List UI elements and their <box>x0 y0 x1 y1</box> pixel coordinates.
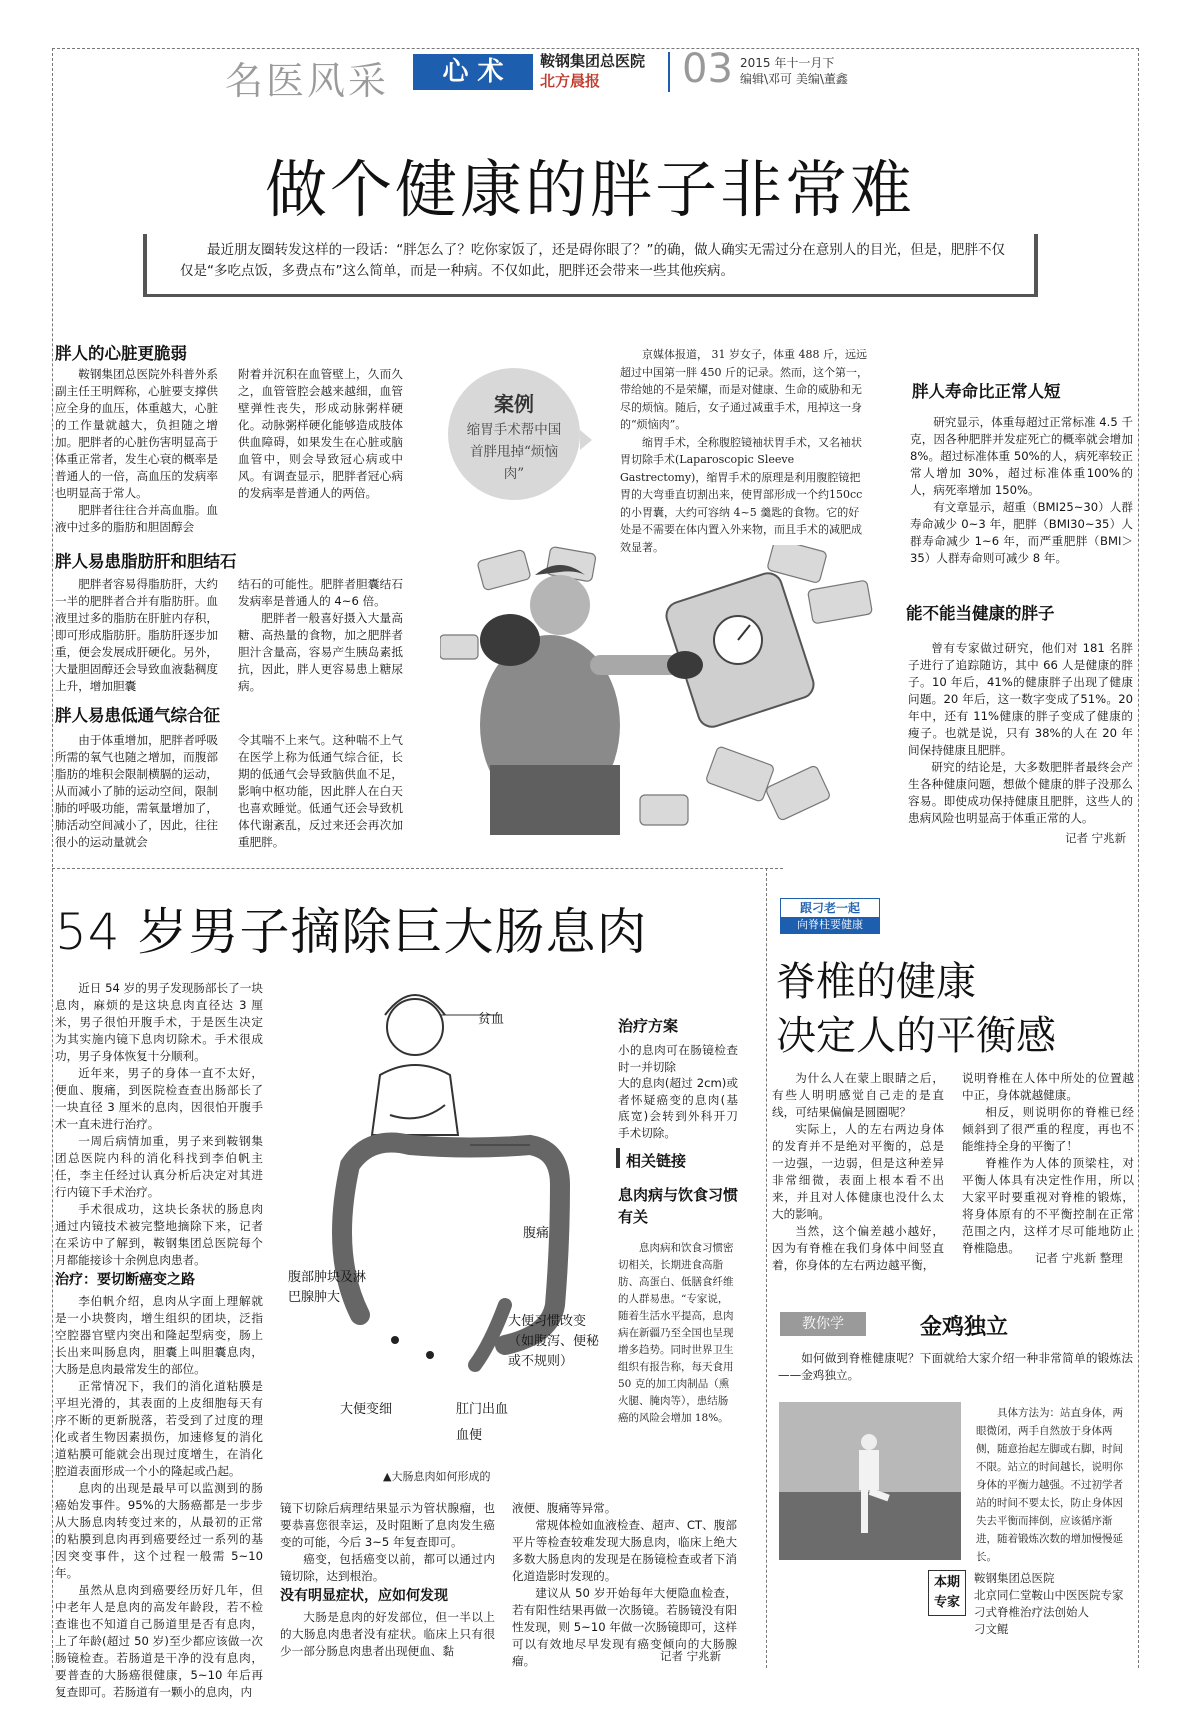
article1-title: 做个健康的胖子非常难 <box>265 153 916 226</box>
r2-title: 能不能当健康的胖子 <box>906 604 1055 623</box>
lead-box-left <box>143 234 147 296</box>
header-divider <box>668 52 670 92</box>
teach-method: 具体方法为：站直身体，两眼微闭，两手自然放于身体两侧，随意抬起左脚或右脚，时间不限。站立的时间越长，说明你身体的平衡力越强。不过初学者站的时间不要太长，防止身体因失去平衡而摔倒，应该循序渐进，随着锻炼次数的增加慢慢延长。 <box>976 1407 1123 1563</box>
treat-title: 治疗方案 <box>618 1017 679 1035</box>
issue-date: 2015 年十一月下 <box>740 56 835 70</box>
boxing-illustration <box>440 545 910 835</box>
fig-label-mass: 腹部肿块及淋巴腺肿大 <box>288 1270 367 1305</box>
link-title: 相关链接 <box>626 1152 687 1170</box>
big-scale-icon <box>663 570 817 731</box>
link-subtitle: 息肉病与饮食习惯有关 <box>618 1186 739 1226</box>
treat-text: 小的息肉可在肠镜检查时一并切除 大的息肉(超过 2cm)或者怀疑癌变的息肉(基底宽)会转到外科开刀手术切除。 <box>618 1043 738 1140</box>
article2-title: 54 岁男子摘除巨大肠息肉 <box>55 903 648 961</box>
case-arrow <box>580 430 592 450</box>
section-title: 名医风采 <box>225 59 390 103</box>
r1-text: 研究显示，体重每超过正常标准 4.5 千克，因各种肥胖并发症死亡的概率就会增加 8%。超过标准体重 50%的人，病死率较正常人增加 30%，超过标准体重100%的人，病死率增加 150%。 有文章显示，超重（BMI25~30）人群寿命减少 0~3 年，肥胖（BMI30~35）人群寿命减少 1~6 年，而严重肥胖（BMI＞35）人群寿命则可减少 8 年。 <box>910 415 1133 565</box>
fig-label-thin: 大便变细 <box>340 1402 393 1417</box>
teach-title: 金鸡独立 <box>920 1315 1009 1340</box>
article1-reporter: 记者 宁兆新 <box>1065 831 1127 845</box>
fig-caption: ▲大肠息肉如何形成的 <box>383 1470 491 1483</box>
r2-text: 曾有专家做过研究，他们对 181 名胖子进行了追踪随访，其中 66 人是健康的胖子。10 年后，41%的健康胖子出现了健康问题。20 年后，这一数字变成了51%。20 年中，还有 11%健康的胖子变成了健康的瘦子。也就是说，只有 38%的人在 20 年间保持健康且肥胖。 研究的结论是，大多数肥胖者最终会产生各种健康问题，想做个健康的胖子没那么容易。即使成功保持健康且肥胖，这些人的患病风险也明显高于体重正常的人。 <box>908 641 1133 825</box>
case-label: 案例 <box>494 392 534 416</box>
lead-box-right <box>1034 234 1038 296</box>
s1-col1: 鞍钢集团总医院外科普外系副主任王明辉称，心脏要支撑供应全身的血压，体重越大，心脏的工作量就越大，负担随之增加。肥胖者的心脏伤害明显高于体重正常者，发生心衰的概率是普通人的一倍，高血压的发病率也明显高于常人。 肥胖者往往合并高血脂。血液中过多的脂肪和胆固醇会 <box>55 367 218 534</box>
column-badge <box>780 898 880 934</box>
link-text: 息肉病和饮食习惯密切相关，长期进食高脂肪、高蛋白、低膳食纤维的人群易患。“专家说，随着生活水平提高，息肉病在新疆乃至全国也呈现增多趋势。同时世界卫生组织有报告称，每天食用 50 克的加工肉制品（熏火腿、腌肉等），患结肠癌的风险会增加 18%。 <box>618 1242 734 1424</box>
fig-label-pain: 腹痛 <box>523 1226 550 1241</box>
a3-col2: 说明脊椎在人体中所处的位置越中正，身体就越健康。 相反，则说明你的脊椎已经倾斜到了很严重的程度，再也不能维持全身的平衡了！ 脊椎作为人体的顶梁柱，对平衡人体具有决定性作用，所以大家平时要重视对脊椎的锻炼，将身体原有的不平衡控制在正常范围之内，这样才尽可能地防止脊椎隐患。 <box>962 1071 1134 1255</box>
page-number: 03 <box>682 46 733 92</box>
lead-box-bottom <box>143 294 1038 297</box>
article2-reporter: 记者 宁兆新 <box>660 1649 722 1663</box>
magazine-logo: 心 术 <box>413 54 533 90</box>
expert-text: 鞍钢集团总医院 北京同仁堂鞍山中医医院专家 刁式脊椎治疗法创始人 刁文鲲 <box>974 1571 1124 1636</box>
link-box <box>616 1148 620 1168</box>
teach-intro: 如何做到脊椎健康呢？下面就给大家介绍一种非常简单的锻炼法——金鸡独立。 <box>778 1351 1133 1382</box>
badge-top: 跟刁老一起 <box>799 901 860 915</box>
a2-col2: 镜下切除后病理结果显示为管状腺瘤，也要恭喜您很幸运，及时阻断了息肉发生癌变的可能，今后 3~5 年复查即可。 癌变，包括癌变以前，都可以通过内镜切除，达到根治。 没有明显症状，应如何发现 大肠是息肉的好发部位，但一半以上的大肠息肉患者没有症状。临床上只有很少一部分肠息肉患者出现便血、黏 <box>280 1501 495 1658</box>
article3-title-1: 脊椎的健康 <box>776 959 976 1005</box>
exercise-photo <box>779 1402 961 1560</box>
patient-icon <box>372 995 458 1135</box>
teach-label: 教你学 <box>780 1312 866 1336</box>
s3-col2: 令其喘不上来气。这种喘不上气在医学上称为低通气综合征，长期的低通气会导致脑供血不足，影响中枢功能，因此胖人在白天也喜欢睡觉。低通气还会导致机体代谢紊乱，反过来还会再次加重肥胖。 <box>238 733 403 849</box>
s2-col1: 肥胖者容易得脂肪肝，大约一半的肥胖者合并有脂肪肝。血液里过多的脂肪在肝脏内存积，即可形成脂肪肝。脂肪肝逐步加重，便会发展成肝硬化。另外，大量胆固醇还会导致血液黏稠度上升，增加胆囊 <box>55 577 218 693</box>
r1-title: 胖人寿命比正常人短 <box>912 382 1061 401</box>
editors: 编辑\邓可 美编\董鑫 <box>740 72 848 86</box>
expert-label: 本期专家 <box>928 1570 966 1616</box>
fig-label-anemia: 贫血 <box>478 1012 505 1027</box>
s1-title: 胖人的心脏更脆弱 <box>55 344 187 363</box>
a2-sub-treatment: 治疗：要切断癌变之路 <box>55 1272 195 1288</box>
a2-col1: 近日 54 岁的男子发现肠部长了一块息肉，麻烦的是这块息肉直径达 3 厘米，男子很怕开腹手术，于是医生决定为其实施内镜下息肉切除术。手术很成功，男子身体恢复十分顺利。 近年来，男子的身体一直不太好，便血、腹痛，到医院检查查出肠部长了一块直径 3 厘米的息肉，因很怕开腹手术一直未进行治疗。 一周后病情加重，男子来到鞍钢集团总医院内科的消化科找到李伯帆主任，李主任经过认真分析后决定对其进行内镜下手术治疗。 手术很成功，这块长条状的肠息肉通过内镜技术被完整地摘除下来，记者在采访中了解到，鞍钢集团总医院每个月都能接诊十余例息肉患者。 治疗：要切断癌变之路 李伯帆介绍，息肉从字面上理解就是一小块赘肉，增生组织的团块，泛指空腔器官壁内突出和隆起型病变，肠上长出来叫肠息肉，胆囊上叫胆囊息肉，大肠是息肉最常发生的部位。 正常情况下，我们的消化道粘膜是平坦光滑的，其表面的上皮细胞每天有序不断的更新脱落，若受到了过度的理化或者生物因素损伤，加速修复的消化道粘膜可能就会出现过度增生，在消化腔道表面形成一个小的隆起或凸起。 息肉的出现是最早可以监测到的肠癌始发事件。95%的大肠癌都是一步步从大肠息肉转变过来的，从最初的正常的粘膜到息肉再到癌要经过一系列的基因突变事件，这个过程一般需 5~10 年。 虽然从息肉到癌要经历好几年，但中老年人是息肉的高发年龄段，若不检查谁也不知道自己肠道里是否有息肉，上了年龄(超过 50 岁)至少都应该做一次肠镜检查。若肠道是干净的没有息肉，要普查的大肠癌很健康，5~10 年后再复查即可。若肠道有一颗小的息肉，内 <box>55 981 263 1699</box>
a2-col3: 液便、腹痛等异常。 常规体检如血液检查、超声、CT、腹部平片等检查较难发现大肠息肉，临床上绝大多数大肠息肉的发现是在肠镜检查或者下消化道造影时发现的。 建议从 50 岁开始每年大便隐血检查，若有阳性结果再做一次肠镜。若肠镜没有阳性发现，则 5~10 年做一次肠镜即可，这样可以有效地尽早发现有癌变倾向的大肠腺瘤。 <box>512 1501 737 1668</box>
article3-reporter: 记者 宁兆新 整理 <box>1035 1251 1123 1265</box>
article3-title-2: 决定人的平衡感 <box>776 1013 1056 1059</box>
s3-col1: 由于体重增加，肥胖者呼吸所需的氧气也随之增加，而腹部脂肪的堆积会限制横膈的运动，从而减小了肺的运动空间，限制肺的呼吸功能，需氧量增加了，肺活动空间减小了，因此，往往很小的运动量就会 <box>55 733 218 849</box>
hospital-name: 鞍钢集团总医院 <box>540 52 646 70</box>
a3-col1: 为什么人在蒙上眼睛之后，有些人明明感觉自己走的是直线，可结果偏偏是圆圈呢？ 实际上，人的左右两边身体的发育并不是绝对平衡的，总是一边强，一边弱，但是这种差异非常细微，表面上根本看不出来，并且对人体健康也没什么太大的影响。 当然，这个偏差越小越好，因为有脊椎在我们身体中间竖直着，你身体的左右两边越平衡， <box>772 1071 944 1272</box>
article1-lead: 最近朋友圈转发这样的一段话：“胖怎么了？吃你家饭了，还是碍你眼了？”的确，做人确实无需过分在意别人的目光，但是，肥胖不仅仅是“多吃点饭，多费点布”这么简单，而是一种病。不仅如此，肥胖还会带来一些其他疾病。 <box>180 242 1005 279</box>
paper-name: 北方晨报 <box>540 72 601 90</box>
s3-title: 胖人易患低通气综合征 <box>55 706 220 725</box>
case-text: 京媒体报道， 31 岁女子，体重 488 斤，远远超过中国第一胖 450 斤的记录。然而，这个第一，带给她的不是荣耀，而是对健康、生命的威胁和无尽的烦恼。随后，女子通过减重手术，甩掉这一身的“烦恼肉”。 缩胃手术，全称腹腔镜袖状胃手术，又名袖状胃切除手术(Laparoscopic Sleeve Gastrectomy)，缩胃手术的原理是利用腹腔镜把胃的大弯垂直切割出来，使胃部形成一个约150cc 的小胃囊，大约可容纳 4~5 羹匙的食物。它的好处是不需要在体内置入外来物，而且手术的减肥成效显著。 <box>620 348 868 554</box>
s1-col2: 附着并沉积在血管壁上，久而久之，血管管腔会越来越细，血管壁弹性丧失，形成动脉粥样硬化。动脉粥样硬化能够造成肢体供血障碍，如果发生在心脏或脑血管中，则会导致冠心病或中风。有调查显示，肥胖者冠心病的发病率是普通人的两倍。 <box>238 367 403 500</box>
s2-col2: 结石的可能性。肥胖者胆囊结石发病率是普通人的 4~6 倍。 肥胖者一般喜好摄入大量高糖、高热量的食物，加之肥胖者胆汁含量高，容易产生胰岛素抵抗，因此，胖人更容易患上糖尿病。 <box>238 577 403 693</box>
s2-title: 胖人易患脂肪肝和胆结石 <box>55 552 237 571</box>
fig-label-habit: 大便习惯改变（如腹泻、便秘或不规则） <box>508 1314 600 1369</box>
badge-bottom: 向脊柱要健康 <box>781 917 879 933</box>
case-subtitle: 缩胃手术帮中国首胖甩掉“烦恼肉” <box>466 422 562 482</box>
fig-label-bleeding: 肛门出血 <box>456 1402 509 1417</box>
fig-label-bloody-stool: 血便 <box>456 1428 483 1443</box>
case-badge <box>448 368 580 500</box>
a2-sub-detect: 没有明显症状，应如何发现 <box>280 1588 448 1604</box>
